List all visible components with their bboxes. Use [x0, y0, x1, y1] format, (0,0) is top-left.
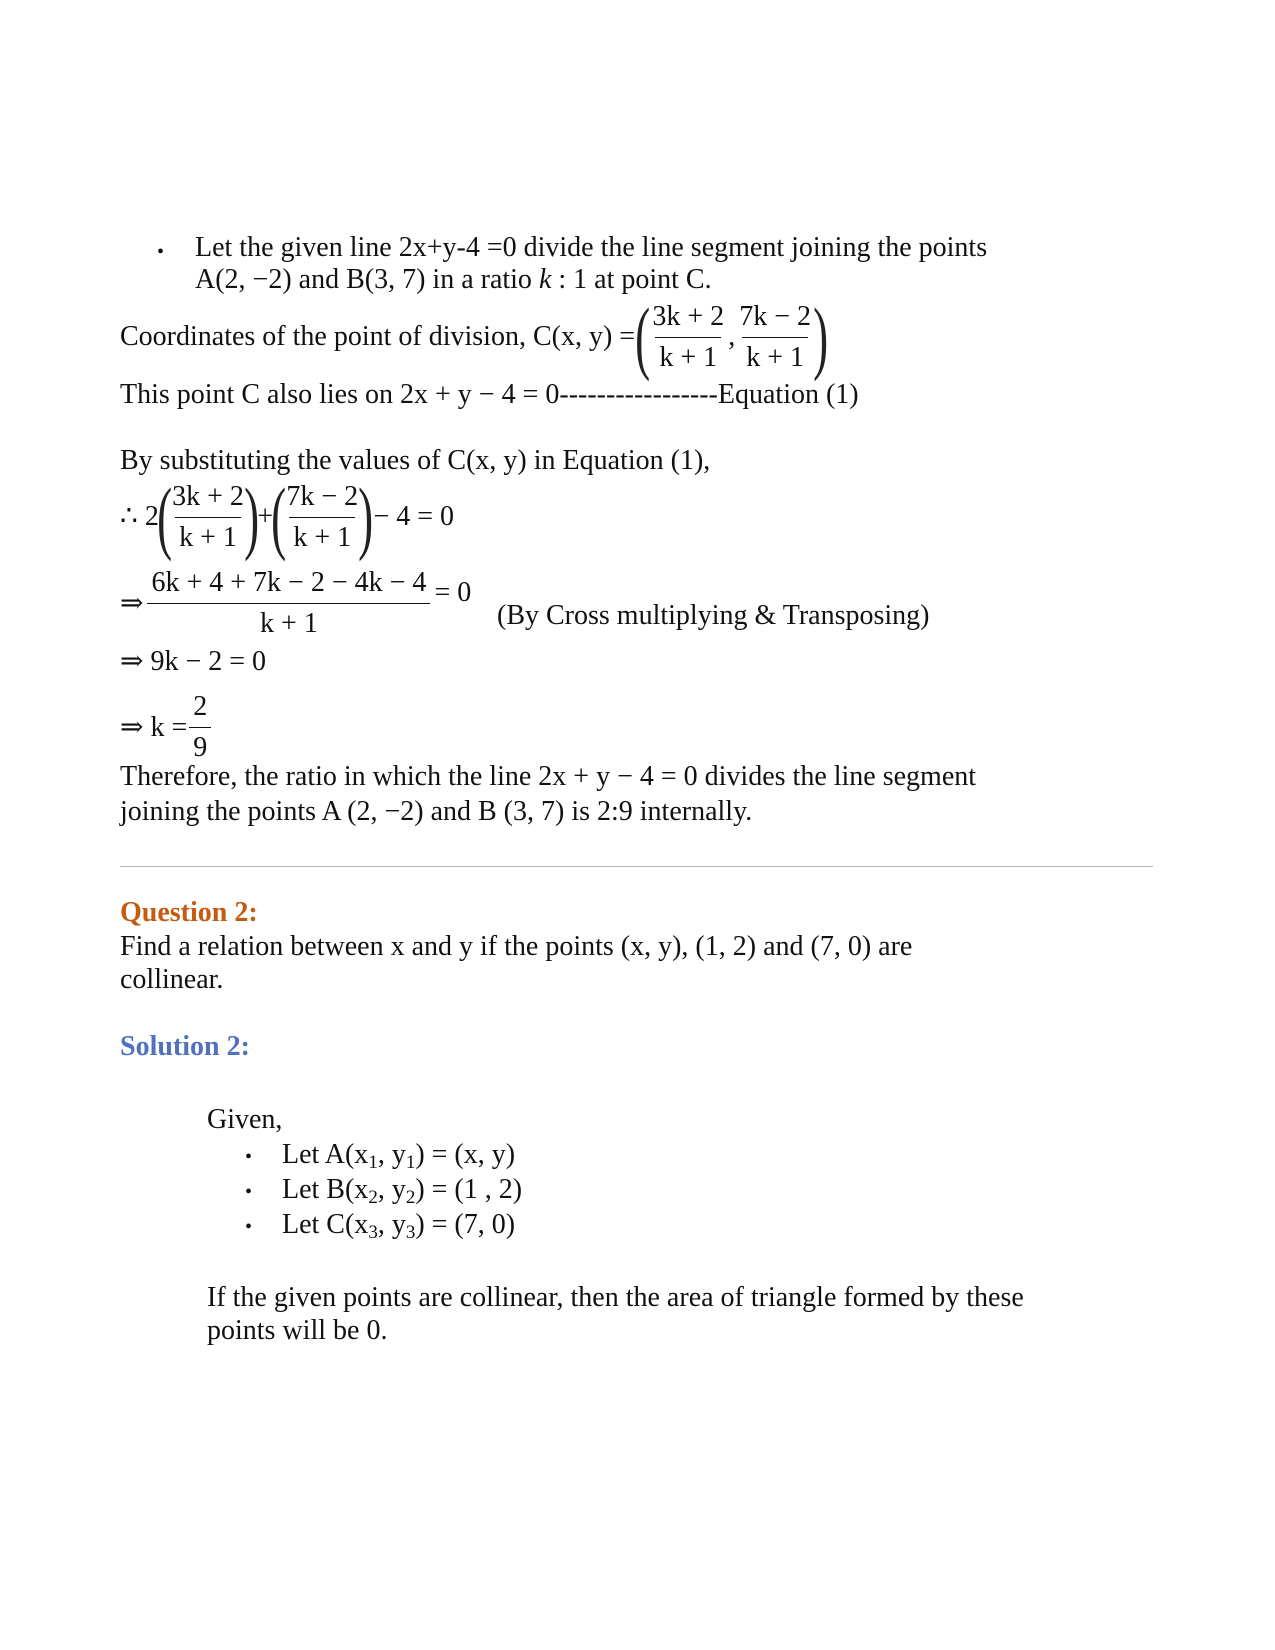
left-paren: (	[635, 291, 651, 382]
implies-arrow: ⇒	[120, 587, 144, 619]
left-paren: (	[271, 471, 287, 562]
equals-zero: = 0	[434, 576, 472, 608]
subscript: 3	[368, 1222, 378, 1243]
right-paren: )	[358, 471, 374, 562]
left-paren: (	[156, 471, 172, 562]
bullet-point: •	[245, 1146, 253, 1168]
conclusion-line-2: joining the points A (2, −2) and B (3, 7) is 2:9 internally.	[120, 796, 753, 827]
right-paren: )	[813, 291, 829, 382]
point-text: , y	[377, 1174, 406, 1205]
given-label: Given,	[207, 1104, 283, 1135]
substitution-step	[120, 471, 455, 562]
point-b-definition	[282, 1173, 522, 1207]
therefore-prefix: ∴ 2	[120, 501, 159, 532]
cross-multiply-note: (By Cross multiplying & Transposing)	[497, 600, 930, 631]
conclusion-line-1: Therefore, the ratio in which the line 2x + y − 4 = 0 divides the line segment	[120, 761, 977, 792]
combined-fraction	[147, 566, 430, 641]
bullet-point: •	[157, 241, 165, 263]
fraction-denominator: k + 1	[289, 517, 355, 555]
question-2-text-line-1: Find a relation between x and y if the points (x, y), (1, 2) and (7, 0) are	[120, 931, 913, 962]
bullet-point: •	[245, 1216, 253, 1238]
subscript: 2	[368, 1187, 378, 1208]
ratio-text-a: A(2, −2) and B(3, 7) in a ratio	[195, 264, 539, 295]
point-text: , y	[377, 1139, 406, 1170]
point-text: Let B(x	[282, 1174, 369, 1205]
division-label: Coordinates of the point of division, C(x, y) =	[120, 321, 636, 352]
subscript: 3	[405, 1222, 416, 1243]
linear-equation-step: ⇒ 9k − 2 = 0	[120, 646, 267, 677]
fraction-2	[282, 480, 362, 555]
k-value-step	[120, 690, 211, 765]
subscript: 1	[368, 1152, 378, 1173]
bullet-point: •	[245, 1181, 253, 1203]
fraction-numerator: 3k + 2	[172, 480, 244, 512]
solution-2-heading: Solution 2:	[120, 1031, 250, 1062]
subscript: 2	[405, 1187, 416, 1208]
point-text: Let C(x	[282, 1209, 369, 1240]
ratio-text-b: : 1 at point C.	[551, 264, 712, 295]
fraction-denominator: k + 1	[742, 337, 808, 375]
point-text: ) = (x, y)	[415, 1139, 516, 1170]
fraction-denominator: 9	[189, 727, 211, 765]
fraction-1	[168, 480, 248, 555]
collinear-condition-line-2: points will be 0.	[207, 1315, 388, 1346]
point-text: , y	[377, 1209, 406, 1240]
fraction-numerator: 2	[193, 691, 208, 722]
cross-multiply-step	[120, 566, 471, 641]
collinear-condition-line-1: If the given points are collinear, then the area of triangle formed by these	[207, 1282, 1024, 1313]
right-paren: )	[244, 471, 260, 562]
x-coordinate-fraction	[648, 300, 728, 375]
y-coordinate-fraction	[735, 300, 815, 375]
fraction-numerator: 7k − 2	[286, 480, 359, 512]
ratio-k: k	[538, 264, 552, 295]
comma: ,	[728, 321, 736, 352]
division-point-formula	[120, 291, 834, 382]
fraction-denominator: k + 1	[147, 603, 430, 641]
point-text: ) = (7, 0)	[415, 1209, 516, 1240]
fraction-denominator: k + 1	[175, 517, 241, 555]
ratio-statement	[195, 263, 712, 297]
fraction-numerator: 3k + 2	[652, 300, 725, 332]
fraction-denominator: k + 1	[655, 337, 721, 375]
point-text: ) = (1 , 2)	[415, 1174, 523, 1205]
plus-sign: +	[257, 501, 274, 532]
equation-1-statement: This point C also lies on 2x + y − 4 = 0-----------------Equation (1)	[120, 379, 859, 410]
step1-suffix: − 4 = 0	[373, 501, 455, 532]
point-text: Let A(x	[282, 1139, 369, 1170]
section-divider	[120, 866, 1153, 867]
substitution-statement: By substituting the values of C(x, y) in Equation (1),	[120, 445, 711, 476]
fraction-numerator: 7k − 2	[739, 300, 811, 332]
question-2-heading: Question 2:	[120, 897, 258, 928]
question-2-text-line-2: collinear.	[120, 964, 224, 995]
fraction-numerator: 6k + 4 + 7k − 2 − 4k − 4	[151, 567, 427, 598]
k-fraction	[189, 690, 211, 765]
subscript: 1	[405, 1152, 416, 1173]
given-line-statement: Let the given line 2x+y-4 =0 divide the line segment joining the points	[195, 232, 988, 263]
point-c-definition	[282, 1208, 515, 1242]
k-equals: ⇒ k =	[120, 711, 188, 743]
point-a-definition	[282, 1138, 515, 1172]
